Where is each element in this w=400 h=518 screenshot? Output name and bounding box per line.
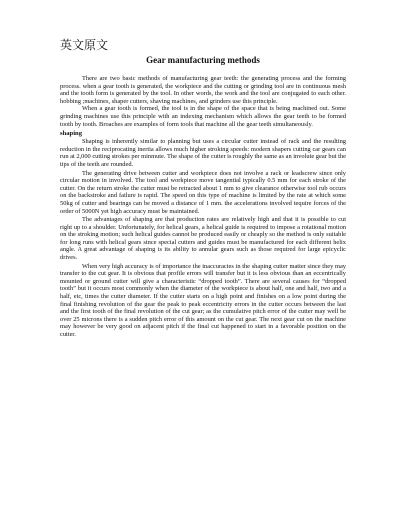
document-title: Gear manufacturing methods	[146, 55, 260, 65]
paragraph-accuracy: When very high accuracy is of importance the inaccuracies in the shaping cutter matter since they may transfer to the cut gear. It is obvious that profile errors will transfer but it is less obvious than an eccentrically mounted or ground cutter will give a characteristic “dropped tooth”. There are several causes for “dropped tooth” but it occurs most commonly when the diameter of the workpiece is about half, one and half, two and a half, etc, times the cutter diameter. If the cutter starts on a high point and finishes on a low point during the final finishing revolution of the gear the peak to peak eccentricity errors in the cutter occurs between the last and the first tooth of the final revolution of the cut gear; as the cumulative pitch error of the cutter may well be over 25 microns there is a sudden pitch error of this amount on the cut gear. The next gear cut on the machine may however be very good on adjacent pitch if the final cut happened to start in a favorable position on the cutter.	[60, 262, 346, 338]
document-page	[60, 38, 346, 339]
paragraph-advantages: The advantages of shaping are that production rates are relatively high and that it is possible to cut right up to a shoulder. Unfortunately, for helical gears, a helical guide is required to impose a rotational motion on the stroking motion; such helical guides cannot be produced easily or cheaply so the method is only suitable for long runs with helical gears since special cutters and guides must be manufactured for each different helix angle. A great advantage of shaping is its ability to annular gears such as those required for large epicyclic drives.	[60, 216, 346, 262]
paragraph-generating-forming: There are two basic methods of manufacturing gear teeth: the generating process and the forming process. when a gear tooth is generated, the workpiece and the cutting or grinding tool are in continuous mesh and the tooth form is generated by the tool. In other words, the work and the tool are conjugated to each other. hobbing ;machines, shaper cutters, shaving machines, and grinders use this principle.	[60, 75, 346, 105]
paragraph-forming: When a gear tooth is formed, the tool is in the shape of the space that is being machined out. Some grinding machines use this principle with an indexing mechanism which allows the gear teeth to be formed tooth by tooth. Broaches are examples of form tools that machine all the gear teeth simultaneously.	[60, 105, 346, 128]
paragraph-shaping-intro: Shaping is inherently similar to planning but uses a circular cutter instead of rack and the resulting reduction in the reciprocating inertia allows much higher stroking speeds: modern shapers cutting car gears can run at 2,000 cutting strokes per minmute. The shape of the cutter is roughly the same as an involute gear but the tips of the teeth are rounded.	[60, 138, 346, 168]
section-heading-shaping: shaping	[60, 130, 82, 138]
paragraph-generating-drive: The generating drive between cutter and workpiece does not involve a rack or leadscrew since only circular motion in involved. The tool and workpiece move tangential typically 0.5 mm for each stroke of the cutter. On the return stroke the cutter must be retracted about 1 mm to give clearance otherwise tool rub occurs on the backstroke and failure is rapid. The speed on this type of machine is limited by the rate at which some 50kg of cutter and bearings can be moved a distance of 1 mm. the accelerations involved tequire forces of the order of 5000N yet high accuracy must be maintained.	[60, 169, 346, 215]
chinese-label: 英文原文	[60, 38, 109, 52]
